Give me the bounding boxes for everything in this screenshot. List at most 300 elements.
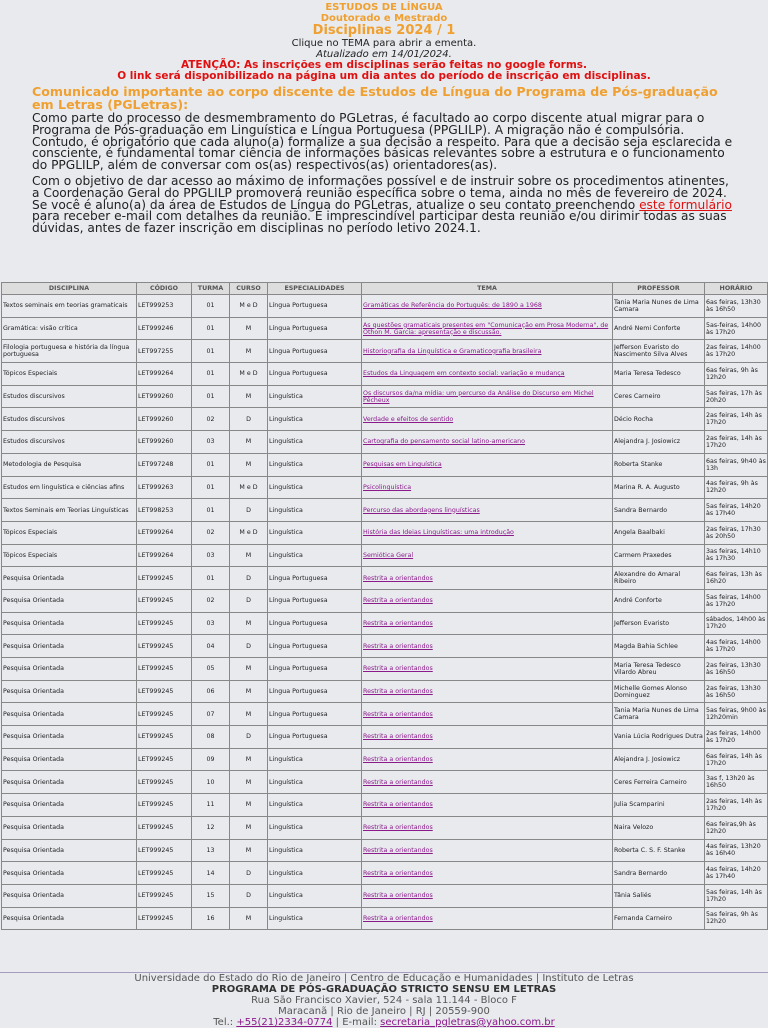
tema-link[interactable]: Restrita a orientandos (363, 914, 433, 922)
turma-cell: 01 (192, 567, 230, 590)
tema-link[interactable]: Restrita a orientandos (363, 778, 433, 786)
tema-cell (362, 385, 613, 408)
turma-cell: 05 (192, 658, 230, 681)
disciplina-cell: Pesquisa Orientada (2, 612, 137, 635)
tema-link[interactable]: Estudos da Linguagem em contexto social: variação e mudança (363, 370, 565, 378)
notice-paragraph-2-start: Com o objetivo de dar acesso ao máximo de informações possível e de instruir sobre os procedimentos atinentes, a Coordenação Geral do PPGLILP promoverá reunião específica sobre o tema, ainda no mês de fevereiro de 2024. Se você é aluno(a) da área de Estudos de Língua do PGLetras, atualize o seu contato preenchendo (32, 173, 729, 212)
professor-cell: Naira Velozo (613, 816, 705, 839)
table-row (2, 726, 768, 749)
turma-cell: 01 (192, 499, 230, 522)
disciplina-cell: Pesquisa Orientada (2, 771, 137, 794)
table-row (2, 839, 768, 862)
turma-cell: 11 (192, 794, 230, 817)
col-professor-header: PROFESSOR (613, 283, 705, 295)
table-row (2, 907, 768, 930)
professor-cell: Alejandra J. Josiowicz (613, 748, 705, 771)
especialidades-cell: Língua Portuguesa (268, 317, 362, 340)
tema-link[interactable]: Restrita a orientandos (363, 665, 433, 673)
footer-email-label: | E-mail: (332, 1017, 381, 1028)
especialidades-cell: Linguística (268, 884, 362, 907)
table-row (2, 385, 768, 408)
professor-cell: Alejandra J. Josiowicz (613, 431, 705, 454)
table-row (2, 431, 768, 454)
especialidades-cell: Linguística (268, 521, 362, 544)
turma-cell: 01 (192, 340, 230, 363)
professor-cell: André Conforte (613, 589, 705, 612)
turma-cell: 02 (192, 521, 230, 544)
turma-cell: 07 (192, 703, 230, 726)
disciplina-cell: Pesquisa Orientada (2, 680, 137, 703)
tema-cell (362, 816, 613, 839)
horario-cell: 3as feiras, 14h10 às 17h30 (705, 544, 768, 567)
tema-link[interactable]: Restrita a orientandos (363, 756, 433, 764)
notice-title: Comunicado importante ao corpo discente de Estudos de Língua do Programa de Pós-graduação em Letras (PGLetras): (32, 84, 718, 112)
turma-cell: 01 (192, 363, 230, 386)
disciplina-cell: Textos Seminais em Teorias Linguísticas (2, 499, 137, 522)
section-subtitle: Doutorado e Mestrado (320, 13, 448, 24)
professor-cell: Michelle Gomes Alonso Dominguez (613, 680, 705, 703)
horario-cell: 5as-feiras, 14h00 às 17h20 (705, 317, 768, 340)
curso-cell: D (230, 567, 268, 590)
codigo-cell: LET998253 (137, 499, 192, 522)
tema-cell (362, 363, 613, 386)
disciplina-cell: Estudos discursivos (2, 385, 137, 408)
especialidades-cell: Linguística (268, 499, 362, 522)
table-row (2, 408, 768, 431)
tema-link[interactable]: As questões gramaticais presentes em "Comunicação em Prosa Moderna", de Othon M. Garcia: apresentação e discussão. (363, 321, 609, 336)
turma-cell: 03 (192, 431, 230, 454)
table-row (2, 521, 768, 544)
tema-cell (362, 907, 613, 930)
horario-cell: 4as feiras, 14h20 às 17h40 (705, 862, 768, 885)
especialidades-cell: Língua Portuguesa (268, 703, 362, 726)
codigo-cell: LET999245 (137, 567, 192, 590)
tema-cell (362, 295, 613, 318)
curso-cell: M (230, 658, 268, 681)
tema-link[interactable]: Os discursos da/na mídia: um percurso da Análise do Discurso em Michel Pêcheux (363, 389, 594, 404)
horario-cell: 6as feiras, 9h40 às 13h (705, 453, 768, 476)
tema-link[interactable]: Historiografia da Linguística e Gramaticografia brasileira (363, 347, 542, 355)
col-especialidades-header: ESPECIALIDADES (268, 283, 362, 295)
horario-cell: 6as feiras,9h às 12h20 (705, 816, 768, 839)
table-row (2, 340, 768, 363)
codigo-cell: LET999245 (137, 680, 192, 703)
turma-cell: 06 (192, 680, 230, 703)
codigo-cell: LET999260 (137, 431, 192, 454)
curso-cell: M e D (230, 363, 268, 386)
professor-cell: Angela Baalbaki (613, 521, 705, 544)
tema-cell (362, 680, 613, 703)
tema-cell (362, 544, 613, 567)
tema-cell (362, 771, 613, 794)
curso-cell: M e D (230, 521, 268, 544)
tema-link[interactable]: Restrita a orientandos (363, 574, 433, 582)
horario-cell: 6as feiras, 13h30 às 16h50 (705, 295, 768, 318)
tema-cell (362, 794, 613, 817)
codigo-cell: LET999245 (137, 884, 192, 907)
table-header-row (2, 283, 768, 295)
especialidades-cell: Linguística (268, 476, 362, 499)
disciplina-cell: Textos seminais em teorias gramaticais (2, 295, 137, 318)
turma-cell: 01 (192, 385, 230, 408)
tema-cell (362, 567, 613, 590)
codigo-cell: LET999245 (137, 635, 192, 658)
horario-cell: 2as feiras, 14h00 às 17h20 (705, 726, 768, 749)
professor-cell: Fernanda Carneiro (613, 907, 705, 930)
horario-cell: 6as feiras, 9h às 12h20 (705, 363, 768, 386)
codigo-cell: LET999264 (137, 363, 192, 386)
tema-link[interactable]: Psicolinguística (363, 483, 412, 491)
attention-text: ATENÇÃO: As inscrições em disciplinas serão feitas no google forms. (180, 59, 588, 71)
table-row (2, 884, 768, 907)
curso-cell: M (230, 544, 268, 567)
codigo-cell: LET999245 (137, 748, 192, 771)
disciplina-cell: Estudos em linguística e ciências afins (2, 476, 137, 499)
professor-cell: Vania Lúcia Rodrigues Dutra (613, 726, 705, 749)
table-row (2, 567, 768, 590)
horario-cell: 4as feiras, 14h00 às 17h20 (705, 635, 768, 658)
especialidades-cell: Língua Portuguesa (268, 612, 362, 635)
disciplina-cell: Estudos discursivos (2, 408, 137, 431)
codigo-cell: LET999245 (137, 726, 192, 749)
curso-cell: M (230, 771, 268, 794)
turma-cell: 14 (192, 862, 230, 885)
table-row (2, 862, 768, 885)
page-footer (0, 972, 768, 1027)
tema-link[interactable]: Restrita a orientandos (363, 801, 433, 809)
especialidades-cell: Linguística (268, 544, 362, 567)
codigo-cell: LET999253 (137, 295, 192, 318)
horario-cell: 5as feiras, 14h às 17h20 (705, 884, 768, 907)
tema-cell (362, 340, 613, 363)
table-row (2, 658, 768, 681)
codigo-cell: LET999260 (137, 408, 192, 431)
especialidades-cell: Língua Portuguesa (268, 340, 362, 363)
table-row (2, 680, 768, 703)
tema-link[interactable]: Restrita a orientandos (363, 710, 433, 718)
especialidades-cell: Linguística (268, 907, 362, 930)
curso-cell: D (230, 408, 268, 431)
curso-cell: M e D (230, 295, 268, 318)
updated-date: Atualizado em 14/01/2024. (316, 49, 452, 60)
professor-cell: Alexandre do Amaral Ribeiro (613, 567, 705, 590)
col-codigo-header: CÓDIGO (137, 283, 192, 295)
horario-cell: 4as feiras, 13h20 às 16h40 (705, 839, 768, 862)
codigo-cell: LET997255 (137, 340, 192, 363)
especialidades-cell: Linguística (268, 431, 362, 454)
curso-cell: D (230, 726, 268, 749)
disciplina-cell: Pesquisa Orientada (2, 635, 137, 658)
footer-institution: Universidade do Estado do Rio de Janeiro | Centro de Educação e Humanidades | Instituto de Letras (134, 973, 634, 984)
codigo-cell: LET999260 (137, 385, 192, 408)
especialidades-cell: Língua Portuguesa (268, 658, 362, 681)
curso-cell: M (230, 907, 268, 930)
turma-cell: 03 (192, 544, 230, 567)
especialidades-cell: Linguística (268, 839, 362, 862)
horario-cell: 2as feiras, 13h30 às 16h50 (705, 658, 768, 681)
especialidades-cell: Linguística (268, 816, 362, 839)
curso-cell: M (230, 431, 268, 454)
especialidades-cell: Língua Portuguesa (268, 635, 362, 658)
email-link[interactable]: secretaria_pgletras@yahoo.com.br (380, 1017, 555, 1028)
table-row (2, 771, 768, 794)
courses-table (1, 282, 768, 930)
disciplina-cell: Filologia portuguesa e história da língua portuguesa (2, 340, 137, 363)
disciplina-cell: Pesquisa Orientada (2, 658, 137, 681)
notice-section (0, 86, 768, 235)
tema-link[interactable]: Restrita a orientandos (363, 869, 433, 877)
turma-cell: 16 (192, 907, 230, 930)
professor-cell: Jefferson Evaristo do Nascimento Silva Alves (613, 340, 705, 363)
professor-cell: Julia Scamparini (613, 794, 705, 817)
disciplina-cell: Pesquisa Orientada (2, 726, 137, 749)
curso-cell: M (230, 317, 268, 340)
tema-cell (362, 408, 613, 431)
codigo-cell: LET999245 (137, 589, 192, 612)
codigo-cell: LET999246 (137, 317, 192, 340)
curso-cell: D (230, 884, 268, 907)
col-turma-header: TURMA (192, 283, 230, 295)
disciplina-cell: Metodologia de Pesquisa (2, 453, 137, 476)
professor-cell: Sandra Bernardo (613, 862, 705, 885)
disciplina-cell: Pesquisa Orientada (2, 794, 137, 817)
table-row (2, 589, 768, 612)
especialidades-cell: Linguística (268, 385, 362, 408)
tema-cell (362, 658, 613, 681)
curso-cell: M (230, 340, 268, 363)
tema-link[interactable]: Verdade e efeitos de sentido (363, 415, 454, 423)
codigo-cell: LET999245 (137, 862, 192, 885)
professor-cell: Jefferson Evaristo (613, 612, 705, 635)
professor-cell: Ceres Ferreira Carneiro (613, 771, 705, 794)
tema-cell (362, 476, 613, 499)
curso-cell: M (230, 703, 268, 726)
tema-cell (362, 317, 613, 340)
disciplina-cell: Tópicos Especiais (2, 363, 137, 386)
especialidades-cell: Linguística (268, 771, 362, 794)
tema-link[interactable]: História das Ideias Linguísticas: uma introdução (363, 529, 514, 537)
professor-cell: Roberta Stanke (613, 453, 705, 476)
phone-link[interactable]: +55(21)2334-0774 (236, 1017, 333, 1028)
disciplina-cell: Estudos discursivos (2, 431, 137, 454)
disciplina-cell: Pesquisa Orientada (2, 703, 137, 726)
horario-cell: 5as feiras, 17h às 20h20 (705, 385, 768, 408)
professor-cell: Magda Bahia Schlee (613, 635, 705, 658)
turma-cell: 15 (192, 884, 230, 907)
turma-cell: 09 (192, 748, 230, 771)
especialidades-cell: Língua Portuguesa (268, 680, 362, 703)
page-title: Disciplinas 2024 / 1 (312, 23, 456, 38)
table-row (2, 476, 768, 499)
table-row (2, 794, 768, 817)
especialidades-cell: Linguística (268, 453, 362, 476)
codigo-cell: LET999245 (137, 794, 192, 817)
horario-cell: sábados, 14h00 às 17h20 (705, 612, 768, 635)
professor-cell: Roberta C. S. F. Stanke (613, 839, 705, 862)
tema-link[interactable]: Cartografia do pensamento social latino-americano (363, 438, 525, 446)
tema-link[interactable]: Restrita a orientandos (363, 846, 433, 854)
disciplina-cell: Tópicos Especiais (2, 521, 137, 544)
especialidades-cell: Língua Portuguesa (268, 363, 362, 386)
footer-program: PROGRAMA DE PÓS-GRADUAÇÃO STRICTO SENSU EM LETRAS (211, 984, 557, 995)
professor-cell: Maria Teresa Tedesco (613, 363, 705, 386)
curso-cell: M (230, 453, 268, 476)
horario-cell: 3as f, 13h20 às 16h50 (705, 771, 768, 794)
disciplina-cell: Pesquisa Orientada (2, 748, 137, 771)
curso-cell: D (230, 589, 268, 612)
horario-cell: 4as feiras, 9h às 12h20 (705, 476, 768, 499)
tema-cell (362, 839, 613, 862)
tema-cell (362, 635, 613, 658)
disciplina-cell: Pesquisa Orientada (2, 907, 137, 930)
table-row (2, 703, 768, 726)
horario-cell: 5as feiras, 9h às 12h20 (705, 907, 768, 930)
curso-cell: M (230, 794, 268, 817)
turma-cell: 12 (192, 816, 230, 839)
disciplina-cell: Pesquisa Orientada (2, 862, 137, 885)
professor-cell: Tânia Saliés (613, 884, 705, 907)
codigo-cell: LET999245 (137, 703, 192, 726)
horario-cell: 5as feiras, 9h00 às 12h20min (705, 703, 768, 726)
curso-cell: D (230, 635, 268, 658)
tema-cell (362, 499, 613, 522)
footer-contact (0, 1017, 768, 1028)
tema-link[interactable]: Restrita a orientandos (363, 597, 433, 605)
professor-cell: Tania Maria Nunes de Lima Camara (613, 703, 705, 726)
horario-cell: 5as feiras, 14h00 às 17h20 (705, 589, 768, 612)
codigo-cell: LET999245 (137, 612, 192, 635)
tema-cell (362, 884, 613, 907)
col-disciplina-header: DISCIPLINA (2, 283, 137, 295)
tema-cell (362, 589, 613, 612)
tema-link[interactable]: Restrita a orientandos (363, 642, 433, 650)
tema-link[interactable]: Percurso das abordagens linguísticas (363, 506, 480, 514)
turma-cell: 03 (192, 612, 230, 635)
curso-cell: M (230, 680, 268, 703)
footer-tel-label: Tel.: (213, 1017, 237, 1028)
professor-cell: Maria Teresa Tedesco Vilardo Abreu (613, 658, 705, 681)
table-row (2, 635, 768, 658)
horario-cell: 2as feiras, 14h às 17h20 (705, 794, 768, 817)
horario-cell: 6as feiras, 13h às 16h20 (705, 567, 768, 590)
table-row (2, 499, 768, 522)
footer-city: Maracanã | Rio de Janeiro | RJ | 20559-900 (278, 1006, 490, 1017)
especialidades-cell: Linguística (268, 748, 362, 771)
table-row (2, 748, 768, 771)
disciplina-cell: Pesquisa Orientada (2, 589, 137, 612)
turma-cell: 10 (192, 771, 230, 794)
tema-link[interactable]: Semiótica Geral (363, 551, 414, 559)
col-tema-header: TEMA (362, 283, 613, 295)
form-link[interactable]: este formulário (639, 197, 732, 212)
disciplina-cell: Tópicos Especiais (2, 544, 137, 567)
professor-cell: Carmem Praxedes (613, 544, 705, 567)
disciplina-cell: Pesquisa Orientada (2, 884, 137, 907)
turma-cell: 01 (192, 453, 230, 476)
especialidades-cell: Linguística (268, 408, 362, 431)
turma-cell: 01 (192, 476, 230, 499)
tema-cell (362, 521, 613, 544)
codigo-cell: LET999263 (137, 476, 192, 499)
horario-cell: 2as feiras, 17h30 às 20h50 (705, 521, 768, 544)
especialidades-cell: Linguística (268, 862, 362, 885)
table-row (2, 544, 768, 567)
table-row (2, 295, 768, 318)
col-curso-header: CURSO (230, 283, 268, 295)
tema-link[interactable]: Restrita a orientandos (363, 619, 433, 627)
professor-cell: André Nemi Conforte (613, 317, 705, 340)
codigo-cell: LET999245 (137, 907, 192, 930)
notice-paragraph-2-end: para receber e-mail com detalhes da reunião. É imprescindível participar desta reunião e/ou dirimir todas as suas dúvidas, antes de fazer inscrição em disciplinas no período letivo 2024.1. (32, 209, 727, 236)
especialidades-cell: Linguística (268, 794, 362, 817)
disciplina-cell: Pesquisa Orientada (2, 816, 137, 839)
tema-link[interactable]: Restrita a orientandos (363, 733, 433, 741)
attention-link-text: O link será disponibilizado na página um dia antes do período de inscrição em disciplinas. (117, 69, 651, 82)
codigo-cell: LET997248 (137, 453, 192, 476)
professor-cell: Marina R. A. Augusto (613, 476, 705, 499)
table-body (2, 295, 768, 930)
table-row (2, 612, 768, 635)
footer-address: Rua São Francisco Xavier, 524 - sala 11.144 - Bloco F (251, 995, 517, 1006)
codigo-cell: LET999264 (137, 521, 192, 544)
codigo-cell: LET999245 (137, 771, 192, 794)
especialidades-cell: Língua Portuguesa (268, 567, 362, 590)
tema-cell (362, 862, 613, 885)
tema-link[interactable]: Gramáticas de Referência do Português: de 1890 a 1968 (363, 302, 542, 310)
codigo-cell: LET999245 (137, 658, 192, 681)
professor-cell: Ceres Carneiro (613, 385, 705, 408)
tema-cell (362, 431, 613, 454)
section-title: ESTUDOS DE LÍNGUA (325, 2, 443, 13)
especialidades-cell: Língua Portuguesa (268, 726, 362, 749)
tema-link[interactable]: Restrita a orientandos (363, 824, 433, 832)
disciplina-cell: Pesquisa Orientada (2, 839, 137, 862)
tema-cell (362, 453, 613, 476)
notice-paragraph-1: Como parte do processo de desmembramento do PGLetras, é facultado ao corpo discente atual migrar para o Programa de Pós-graduação em Linguística e Língua Portuguesa (PPGLILP). A migração não é compulsória. Contudo, é obrigatório que cada aluno(a) formalize a sua decisão a respeito. Para que a decisão seja esclarecida e consciente, é fundamental tomar ciência de informações básicas relevantes sobre a estrutura e o funcionamento do PPGLILP, além de conversar com os(as) respectivos(as) orientadores(as). (32, 111, 733, 173)
curso-cell: M (230, 612, 268, 635)
page-header (0, 2, 768, 81)
tema-link[interactable]: Pesquisas em Linguística (363, 461, 442, 469)
horario-cell: 5as feiras, 14h20 às 17h40 (705, 499, 768, 522)
horario-cell: 2as feiras, 14h às 17h20 (705, 431, 768, 454)
tema-cell (362, 748, 613, 771)
horario-cell: 2as feiras, 14h00 às 17h20 (705, 340, 768, 363)
table-row (2, 816, 768, 839)
curso-cell: M (230, 748, 268, 771)
professor-cell: Tania Maria Nunes de Lima Camara (613, 295, 705, 318)
curso-cell: M (230, 816, 268, 839)
curso-cell: D (230, 499, 268, 522)
curso-cell: D (230, 862, 268, 885)
tema-cell (362, 703, 613, 726)
codigo-cell: LET999264 (137, 544, 192, 567)
turma-cell: 02 (192, 589, 230, 612)
tema-link[interactable]: Restrita a orientandos (363, 892, 433, 900)
codigo-cell: LET999245 (137, 816, 192, 839)
curso-cell: M (230, 385, 268, 408)
tema-cell (362, 726, 613, 749)
disciplina-cell: Pesquisa Orientada (2, 567, 137, 590)
professor-cell: Sandra Bernardo (613, 499, 705, 522)
table-row (2, 453, 768, 476)
codigo-cell: LET999245 (137, 839, 192, 862)
professor-cell: Décio Rocha (613, 408, 705, 431)
turma-cell: 01 (192, 317, 230, 340)
especialidades-cell: Língua Portuguesa (268, 589, 362, 612)
especialidades-cell: Língua Portuguesa (268, 295, 362, 318)
turma-cell: 04 (192, 635, 230, 658)
tema-link[interactable]: Restrita a orientandos (363, 688, 433, 696)
